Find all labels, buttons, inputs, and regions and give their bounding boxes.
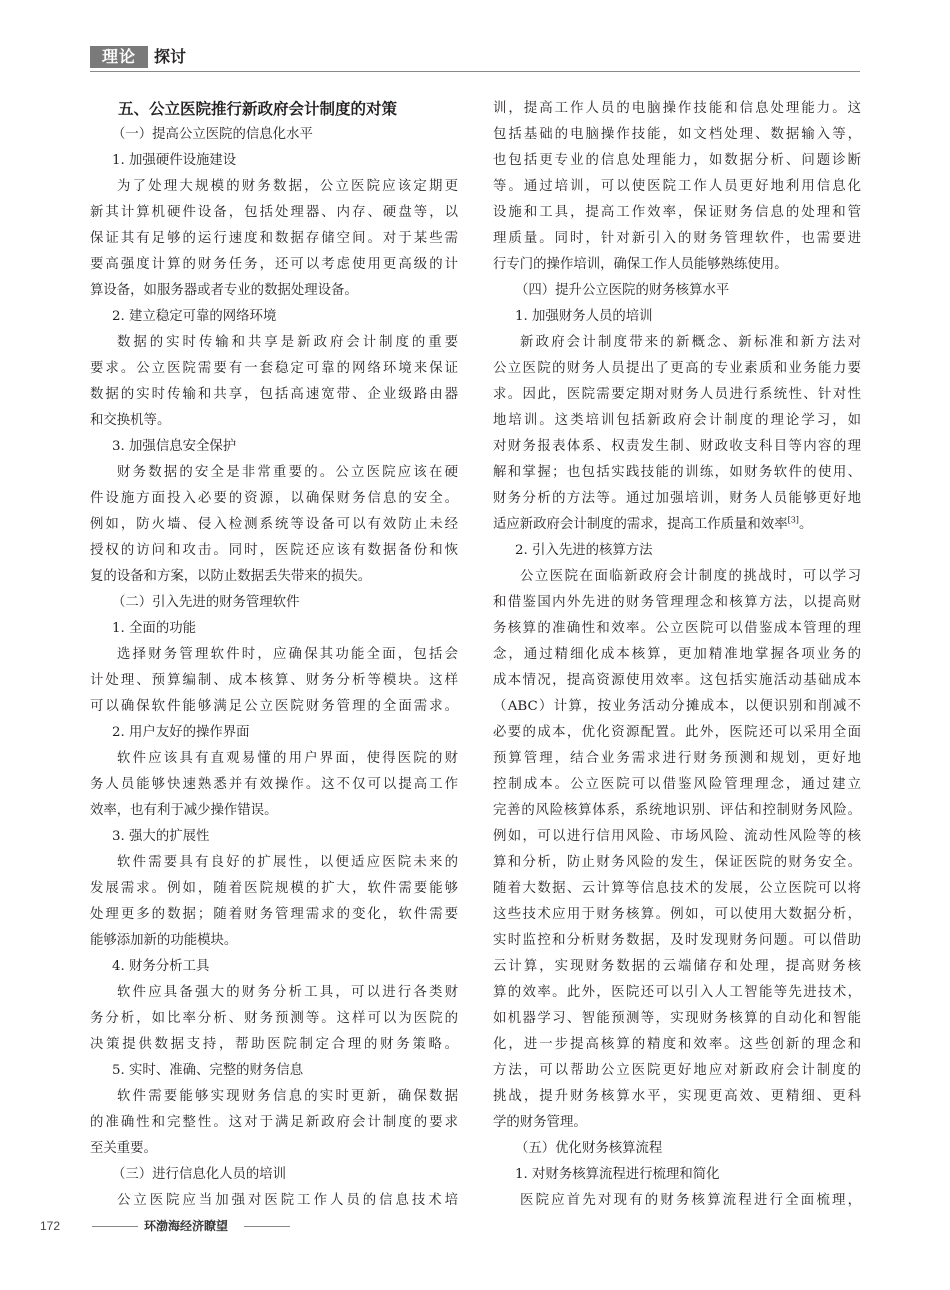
text-line <box>90 278 458 304</box>
line-text: 公立医院在面临新政府会计制度的挑战时，可以学习 <box>520 569 861 584</box>
subheading-line <box>90 148 458 174</box>
line-text: 3. 强大的扩展性 <box>112 829 210 844</box>
text-line <box>90 174 458 200</box>
line-text: 方法，可以帮助公立医院更好地应对新政府会计制度的 <box>493 1063 861 1078</box>
line-text: （二）引入先进的财务管理软件 <box>112 595 300 610</box>
line-text: 至关重要。 <box>90 1141 157 1156</box>
line-text: （五）优化财务核算流程 <box>515 1141 663 1156</box>
line-text: 可以确保软件能够满足公立医院财务管理的全面需求。 <box>90 699 458 714</box>
page-header <box>90 44 860 70</box>
line-text: 能够添加新的功能模块。 <box>90 933 238 948</box>
text-line <box>90 1084 458 1110</box>
line-text: 和借鉴国内外先进的财务管理理念和核算方法，以提高财 <box>493 595 861 610</box>
subheading-line <box>493 278 861 304</box>
line-text: 保证其有足够的运行速度和数据存储空间。对于某些需 <box>90 231 458 246</box>
text-line <box>90 252 458 278</box>
subheading-line <box>90 590 458 616</box>
text-line <box>90 798 458 824</box>
section-subtitle: 探讨 <box>154 47 187 66</box>
line-text: 控制成本。公立医院可以借鉴风险管理理念，通过建立 <box>493 777 861 792</box>
text-line <box>90 876 458 902</box>
line-text: （三）进行信息化人员的培训 <box>112 1167 287 1182</box>
section-heading <box>90 96 458 122</box>
page-footer <box>40 1216 340 1236</box>
text-line <box>90 356 458 382</box>
text-line <box>90 1136 458 1162</box>
line-text: 4. 财务分析工具 <box>112 959 210 974</box>
text-line <box>90 746 458 772</box>
line-text: 算设备，如服务器或者专业的数据处理设备。 <box>90 283 358 298</box>
text-line <box>493 798 861 824</box>
text-line <box>90 486 458 512</box>
line-text: 务核算的准确性和效率。公立医院可以借鉴成本管理的理 <box>493 621 861 636</box>
line-text: 1. 加强财务人员的培训 <box>515 309 653 324</box>
line-text: 新政府会计制度带来的新概念、新标准和新方法对 <box>520 335 861 350</box>
text-line <box>493 668 861 694</box>
text-line <box>90 564 458 590</box>
line-text: 完善的风险核算体系，系统地识别、评估和控制财务风险。 <box>493 803 861 818</box>
text-line <box>493 356 861 382</box>
line-text: 5. 实时、准确、完整的财务信息 <box>112 1063 304 1078</box>
line-text: 等。通过培训，可以使医院工作人员更好地利用信息化 <box>493 179 861 194</box>
line-text: 效率，也有利于减少操作错误。 <box>90 803 278 818</box>
line-text: 例如，防火墙、侵入检测系统等设备可以有效防止未经 <box>90 517 458 532</box>
text-line <box>90 642 458 668</box>
text-line <box>90 538 458 564</box>
line-text: 五、公立医院推行新政府会计制度的对策 <box>118 99 398 118</box>
subheading-line <box>493 1162 861 1188</box>
text-line <box>493 486 861 512</box>
text-line <box>90 460 458 486</box>
text-line <box>493 954 861 980</box>
text-line <box>493 1110 861 1136</box>
line-text: 要高强度计算的财务任务，还可以考虑使用更高级的计 <box>90 257 458 272</box>
line-text: （四）提升公立医院的财务核算水平 <box>515 283 730 298</box>
line-text: （ABC）计算，按业务活动分摊成本，以便识别和削减不 <box>493 699 861 714</box>
text-line <box>493 1058 861 1084</box>
line-text: 软件需要能够实现财务信息的实时更新，确保数据 <box>117 1089 458 1104</box>
line-text: 决策提供数据支持，帮助医院制定合理的财务策略。 <box>90 1037 458 1052</box>
text-line <box>90 850 458 876</box>
line-text: 对财务报表体系、权责发生制、财政收支科目等内容的理 <box>493 439 861 454</box>
text-line <box>493 330 861 356</box>
line-text: 软件需要具有良好的扩展性，以便适应医院未来的 <box>117 855 458 870</box>
line-text: （一）提高公立医院的信息化水平 <box>112 127 313 142</box>
line-text: 算的效率。此外，医院还可以引入人工智能等先进技术， <box>493 985 861 1000</box>
line-text: 成本情况，提高资源使用效率。这包括实施活动基础成本 <box>493 673 861 688</box>
text-line <box>493 694 861 720</box>
text-line <box>493 824 861 850</box>
line-text: 随着大数据、云计算等信息技术的发展，公立医院可以将 <box>493 881 861 896</box>
line-text: 1. 全面的功能 <box>112 621 196 636</box>
line-text: 设施和工具，提高工作效率，保证财务信息的处理和管 <box>493 205 861 220</box>
line-text: 3. 加强信息安全保护 <box>112 439 237 454</box>
subheading-line <box>493 304 861 330</box>
text-line <box>493 1032 861 1058</box>
text-line <box>493 720 861 746</box>
line-text: 学的财务管理。 <box>493 1115 587 1130</box>
subheading-line <box>90 1058 458 1084</box>
line-text: 念，通过精细化成本核算，更加精准地掌握各项业务的 <box>493 647 861 662</box>
text-line <box>90 382 458 408</box>
text-line <box>493 902 861 928</box>
line-text: 预算管理，结合业务需求进行财务预测和规划，更好地 <box>493 751 861 766</box>
text-line <box>493 226 861 252</box>
line-text: 2. 建立稳定可靠的网络环境 <box>112 309 277 324</box>
text-line <box>493 460 861 486</box>
line-tail: 。 <box>798 517 813 532</box>
line-text: 算和分析，防止财务风险的发生，保证医院的财务安全。 <box>493 855 861 870</box>
footer-divider-right <box>244 1226 290 1227</box>
line-text: 挑战，提升财务核算水平，实现更高效、更精细、更科 <box>493 1089 861 1104</box>
line-text: 计处理、预算编制、成本核算、财务分析等模块。这样 <box>90 673 458 688</box>
line-text: 公立医院应当加强对医院工作人员的信息技术培 <box>117 1193 458 1208</box>
subheading-line <box>493 1136 861 1162</box>
text-line <box>90 928 458 954</box>
line-text: 处理更多的数据；随着财务管理需求的变化，软件需要 <box>90 907 458 922</box>
line-text: 1. 加强硬件设施建设 <box>112 153 237 168</box>
line-text: 行专门的操作培训，确保工作人员能够熟练使用。 <box>493 257 788 272</box>
line-text: 理质量。同时，针对新引入的财务管理软件，也需要进 <box>493 231 861 246</box>
page-number: 172 <box>40 1219 61 1233</box>
line-text: 件设施方面投入必要的资源，以确保财务信息的安全。 <box>90 491 458 506</box>
text-line <box>90 1110 458 1136</box>
subheading-line <box>90 616 458 642</box>
line-text: 授权的访问和攻击。同时，医院还应该有数据备份和恢 <box>90 543 458 558</box>
text-line <box>90 902 458 928</box>
text-line <box>493 928 861 954</box>
line-text: 和交换机等。 <box>90 413 171 428</box>
line-text: 包括基础的电脑操作技能，如文档处理、数据输入等， <box>493 127 861 142</box>
text-line <box>493 746 861 772</box>
text-line <box>493 382 861 408</box>
footer-divider-left <box>92 1226 138 1227</box>
text-line <box>90 1032 458 1058</box>
line-text: 求。因此，医院需要定期对财务人员进行系统性、针对性 <box>493 387 861 402</box>
subheading-line <box>493 538 861 564</box>
text-line <box>493 434 861 460</box>
line-text: 财务数据的安全是非常重要的。公立医院应该在硬 <box>117 465 458 480</box>
line-text: 务人员能够快速熟悉并有效操作。这不仅可以提高工作 <box>90 777 458 792</box>
text-line <box>493 408 861 434</box>
line-text: 要求。公立医院需要有一套稳定可靠的网络环境来保证 <box>90 361 458 376</box>
line-text: 数据的实时传输和共享，包括高速宽带、企业级路由器 <box>90 387 458 402</box>
line-text: 2. 引入先进的核算方法 <box>515 543 653 558</box>
line-text: 解和掌握；也包括实践技能的训练，如财务软件的使用、 <box>493 465 861 480</box>
line-text: 为了处理大规模的财务数据，公立医院应该定期更 <box>117 179 458 194</box>
subheading-line <box>90 1162 458 1188</box>
line-text: 数据的实时传输和共享是新政府会计制度的重要 <box>117 335 458 350</box>
text-line <box>90 668 458 694</box>
line-text: 这些技术应用于财务核算。例如，可以使用大数据分析， <box>493 907 861 922</box>
subheading-line <box>90 954 458 980</box>
text-line <box>493 616 861 642</box>
citation-ref: [3] <box>787 515 799 525</box>
subheading-line <box>90 434 458 460</box>
text-line <box>90 980 458 1006</box>
line-text: 适应新政府会计制度的需求，提高工作质量和效率 <box>493 517 788 532</box>
text-line <box>493 850 861 876</box>
line-text: 财务分析的方法等。通过加强培训，财务人员能够更好地 <box>493 491 861 506</box>
line-text: 软件应具备强大的财务分析工具，可以进行各类财 <box>117 985 458 1000</box>
text-line <box>90 772 458 798</box>
line-text: 必要的成本，优化资源配置。此外，医院还可以采用全面 <box>493 725 861 740</box>
line-text: 发展需求。例如，随着医院规模的扩大，软件需要能够 <box>90 881 458 896</box>
text-line <box>90 200 458 226</box>
text-line <box>493 174 861 200</box>
line-text: 也包括更专业的信息处理能力，如数据分析、问题诊断 <box>493 153 861 168</box>
line-text: 化，进一步提高核算的精度和效率。这些创新的理念和 <box>493 1037 861 1052</box>
line-text: 公立医院的财务人员提出了更高的专业素质和业务能力要 <box>493 361 861 376</box>
line-text: 训，提高工作人员的电脑操作技能和信息处理能力。这 <box>493 101 861 116</box>
text-line <box>493 148 861 174</box>
text-line <box>493 1188 861 1214</box>
text-line <box>90 512 458 538</box>
text-line <box>493 590 861 616</box>
text-line <box>493 1084 861 1110</box>
subheading-line <box>90 720 458 746</box>
line-text: 复的设备和方案，以防止数据丢失带来的损失。 <box>90 569 372 584</box>
subheading-line <box>90 122 458 148</box>
text-line <box>493 772 861 798</box>
right-text-column <box>493 96 861 1214</box>
section-label: 理论 <box>90 46 148 68</box>
journal-name: 环渤海经济瞭望 <box>144 1219 229 1233</box>
text-line <box>493 980 861 1006</box>
line-text: 医院应首先对现有的财务核算流程进行全面梳理， <box>520 1193 861 1208</box>
text-line <box>493 642 861 668</box>
text-line <box>90 694 458 720</box>
text-line <box>493 122 861 148</box>
text-line <box>90 1188 458 1214</box>
text-line <box>493 1006 861 1032</box>
text-line <box>90 1006 458 1032</box>
text-line <box>493 512 861 538</box>
line-text: 新其计算机硬件设备，包括处理器、内存、硬盘等，以 <box>90 205 458 220</box>
subheading-line <box>90 304 458 330</box>
subheading-line <box>90 824 458 850</box>
line-text: 选择财务管理软件时，应确保其功能全面，包括会 <box>117 647 458 662</box>
text-line <box>90 330 458 356</box>
text-line <box>493 200 861 226</box>
line-text: 1. 对财务核算流程进行梳理和简化 <box>515 1167 720 1182</box>
line-text: 实时监控和分析财务数据，及时发现财务问题。可以借助 <box>493 933 861 948</box>
line-text: 云计算，实现财务数据的云端储存和处理，提高财务核 <box>493 959 861 974</box>
line-text: 2. 用户友好的操作界面 <box>112 725 250 740</box>
line-text: 地培训。这类培训包括新政府会计制度的理论学习，如 <box>493 413 861 428</box>
left-text-column <box>90 96 458 1214</box>
text-line <box>90 226 458 252</box>
text-line <box>493 876 861 902</box>
text-line <box>493 564 861 590</box>
line-text: 软件应该具有直观易懂的用户界面，使得医院的财 <box>117 751 458 766</box>
text-line <box>493 252 861 278</box>
line-text: 例如，可以进行信用风险、市场风险、流动性风险等的核 <box>493 829 861 844</box>
line-text: 的准确性和完整性。这对于满足新政府会计制度的要求 <box>90 1115 458 1130</box>
line-text: 如机器学习、智能预测等，实现财务核算的自动化和智能 <box>493 1011 861 1026</box>
line-text: 务分析，如比率分析、财务预测等。这样可以为医院的 <box>90 1011 458 1026</box>
header-divider <box>90 71 860 72</box>
text-line <box>493 96 861 122</box>
text-line <box>90 408 458 434</box>
